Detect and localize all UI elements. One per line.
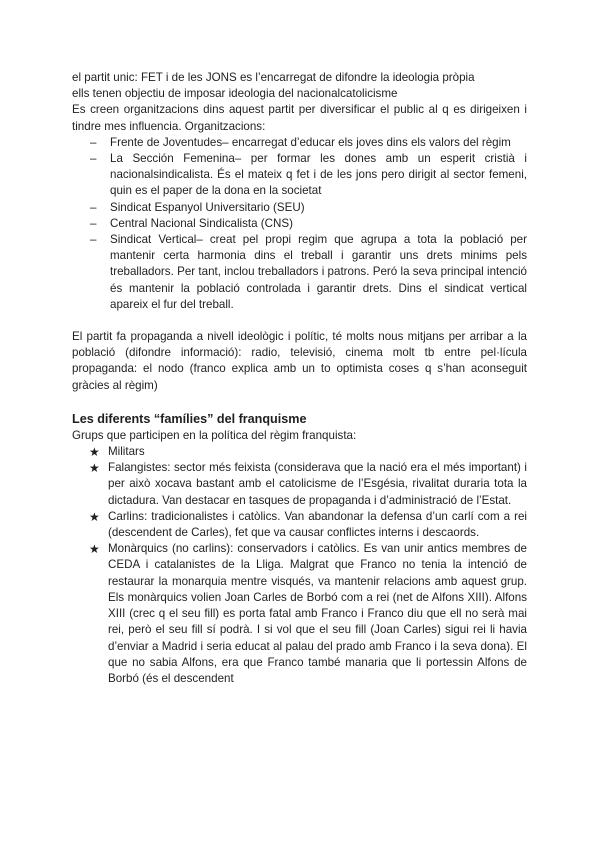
dash-marker: – (90, 233, 97, 247)
star-icon: ★ (89, 542, 100, 557)
list-item: – Frente de Joventudes– encarregat d’educar els joves dins els valors del règim (72, 135, 527, 151)
list-item: – Sindicat Vertical– creat pel propi regim que agrupa a tota la població per mantenir certa harmonia dins el treball i garantir uns drets minims pels treballadors. Per tant, inclou treballadors i patrons. Peró la seva principal intenció és mantenir la població controlada i garantir drets. Dins el sindicat vertical apareix el fur del treball. (90, 233, 527, 311)
organizations-list (72, 135, 527, 313)
list-item: ★ Carlins: tradicionalistes i catòlics. Van abandonar la defensa d’un carlí com a rei (descendent de Carles), fet que va causar conflictes interns i descaords. (89, 509, 527, 540)
list-item: – Central Nacional Sindicalista (CNS) (72, 216, 527, 232)
groups-intro: Grups que participen en la política del règim franquista: (72, 428, 357, 442)
spacer (72, 313, 527, 329)
list-item: – Sindicat Espanyol Universitario (SEU) (72, 200, 527, 216)
intro-line-1: el partit unic: FET i de les JONS es l’encarregat de difondre la ideologia pròpia (72, 71, 475, 84)
star-icon: ★ (89, 509, 100, 524)
list-item: ★ Militars (89, 445, 145, 460)
list-item: – La Sección Femenina– per formar les dones amb un esperit cristià i nacionalsindicalista. És el mateix q fet i de les jons pero dirigit al sector femeni, quin es el paper de la dona en la societat (90, 152, 527, 198)
dash-marker: – (90, 152, 97, 166)
star-icon: ★ (89, 445, 100, 460)
intro-line-2: ells tenen objectiu de imposar ideologia del nacionalcatolicisme (72, 87, 398, 101)
section-title: Les diferents “famílies” del franquisme (72, 411, 307, 426)
dash-marker: – (90, 216, 97, 230)
organizations-intro: Es creen organitzacions dins aquest partit per diversificar el public al q es dirigeixen i tindre mes influencia. Organitzacions: (72, 103, 527, 133)
list-item: ★ Falangistes: sector més feixista (considerava que la nació era el més important) i per això xocava bastant amb el catolicisme de l’Esgésia, rivalitat duraria tota la dictadura. Van destacar en tasques de propaganda i d’administració de l’Estat. (89, 461, 527, 507)
families-list (72, 444, 527, 687)
star-icon: ★ (89, 461, 100, 476)
propaganda-paragraph: El partit fa propaganda a nivell ideològic i polític, té molts nous mitjans per arribar a la població (difondre informació): radio, televisió, cinema molt tb entre pel·lícula propaganda: el nodo (franco explica amb un to optimista coses q s’han aconseguit gràcies al règim) (72, 330, 527, 392)
dash-marker: – (90, 200, 97, 214)
document-page (72, 70, 527, 687)
list-item: ★ Monàrquics (no carlins): conservadors i catòlics. Es van unir antics membres de CEDA i catalanistes de la Lliga. Malgrat que Franco no tenia la intenció de restaurar la monarquia mentre visqués, va mantenir relacions amb aquest grup. Els monàrquics volien Joan Carles de Borbó com a rei (net de Alfons XIII). Alfons XIII (crec q el seu fill) es porta fatal amb Franco i Franco diu que ell no serà mai rei, però el seu fill sí podrà. I si vol que el seu fill (Joan Carles) sigui rei li havia d’enviar a Madrid i seria educat al palau del prado amb Franco i la seva dona). El que no sabia Alfons, era que Franco també manaria que li portessin Alfons de Borbó (és el descendent (89, 542, 527, 685)
spacer (72, 394, 527, 410)
dash-marker: – (90, 135, 97, 149)
